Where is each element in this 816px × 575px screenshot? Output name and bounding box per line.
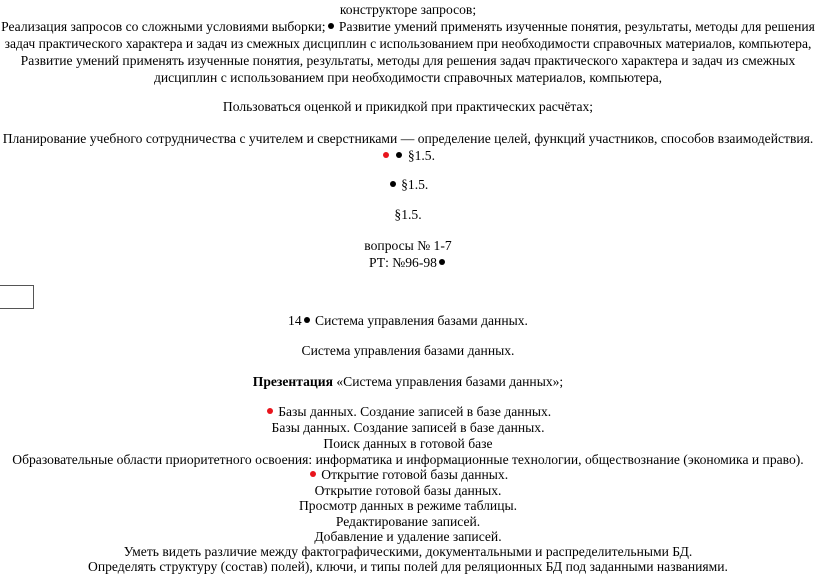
text-line xyxy=(0,176,816,193)
text-line xyxy=(0,342,816,359)
text: Уметь видеть различие между фактографическими, документальными и распределительными БД. xyxy=(123,544,693,559)
text: Базы данных. Создание записей в базе данных. xyxy=(271,420,545,435)
text-line xyxy=(0,373,816,390)
empty-box xyxy=(0,285,34,309)
text: 14 xyxy=(288,313,302,328)
text: Реализация запросов со сложными условиями выборки; xyxy=(1,19,326,34)
bullet-icon xyxy=(304,317,310,323)
text-line xyxy=(0,147,816,164)
text: Развитие умений применять изученные понятия, результаты, методы для решения xyxy=(338,19,815,34)
text: §1.5. xyxy=(407,148,435,163)
text-line xyxy=(0,52,816,69)
text: Пользоваться оценкой и прикидкой при практических расчётах; xyxy=(222,99,594,114)
text-line xyxy=(0,18,816,35)
text-line xyxy=(0,1,816,18)
text: Презентация xyxy=(252,374,333,389)
text: Просмотр данных в режиме таблицы. xyxy=(298,498,518,513)
text: Базы данных. Создание записей в базе данных. xyxy=(278,404,552,419)
bullet-icon xyxy=(328,23,334,29)
text-line xyxy=(0,69,816,86)
text: Развитие умений применять изученные понятия, результаты, методы для решения задач практического характера и задач из смежных xyxy=(20,53,796,68)
text: вопросы № 1-7 xyxy=(364,238,452,253)
text: дисциплин с использованием при необходимости справочных материалов, компьютера, xyxy=(153,70,663,85)
text: §1.5. xyxy=(401,177,429,192)
text-line xyxy=(0,466,816,483)
text: Определять структуру (состав) полей), ключи, и типы полей для реляционных БД под заданными названиями. xyxy=(88,559,728,574)
text: конструкторе запросов; xyxy=(339,2,477,17)
text-line xyxy=(0,35,816,52)
text-line xyxy=(0,254,816,271)
text-line xyxy=(0,419,816,436)
text-line xyxy=(0,312,816,329)
text: Система управления базами данных. xyxy=(315,313,528,328)
text: Поиск данных в готовой базе xyxy=(323,436,493,451)
text: Открытие готовой базы данных. xyxy=(314,483,502,498)
text-line xyxy=(0,98,816,115)
bullet-icon xyxy=(390,181,396,187)
text: задач практического характера и задач из смежных дисциплин с использованием при необходимости справочных материалов, компьютера, xyxy=(4,36,812,51)
text: РТ: №96-98 xyxy=(369,255,437,270)
bullet-red-icon xyxy=(310,471,316,477)
text-line xyxy=(0,435,816,452)
text-line xyxy=(0,237,816,254)
text-line xyxy=(0,558,816,575)
text: Система управления базами данных. xyxy=(301,343,515,358)
text-line xyxy=(0,206,816,223)
text: Планирование учебного сотрудничества с учителем и сверстниками — определение целей, функций участников, способов взаимодействия. xyxy=(2,131,814,146)
bullet-red-icon xyxy=(383,152,389,158)
bullet-red-icon xyxy=(267,408,273,414)
text: Редактирование записей. xyxy=(335,514,481,529)
text-line xyxy=(0,130,816,147)
bullet-icon xyxy=(439,259,445,265)
text: Образовательные области приоритетного освоения: информатика и информационные технологии, обществознание (экономика и право). xyxy=(12,452,804,467)
text-line xyxy=(0,497,816,514)
text: Добавление и удаление записей. xyxy=(314,529,502,544)
text: «Система управления базами данных»; xyxy=(336,374,564,389)
bullet-icon xyxy=(396,152,402,158)
text-line xyxy=(0,403,816,420)
text: §1.5. xyxy=(394,207,422,222)
text: Открытие готовой базы данных. xyxy=(321,467,509,482)
